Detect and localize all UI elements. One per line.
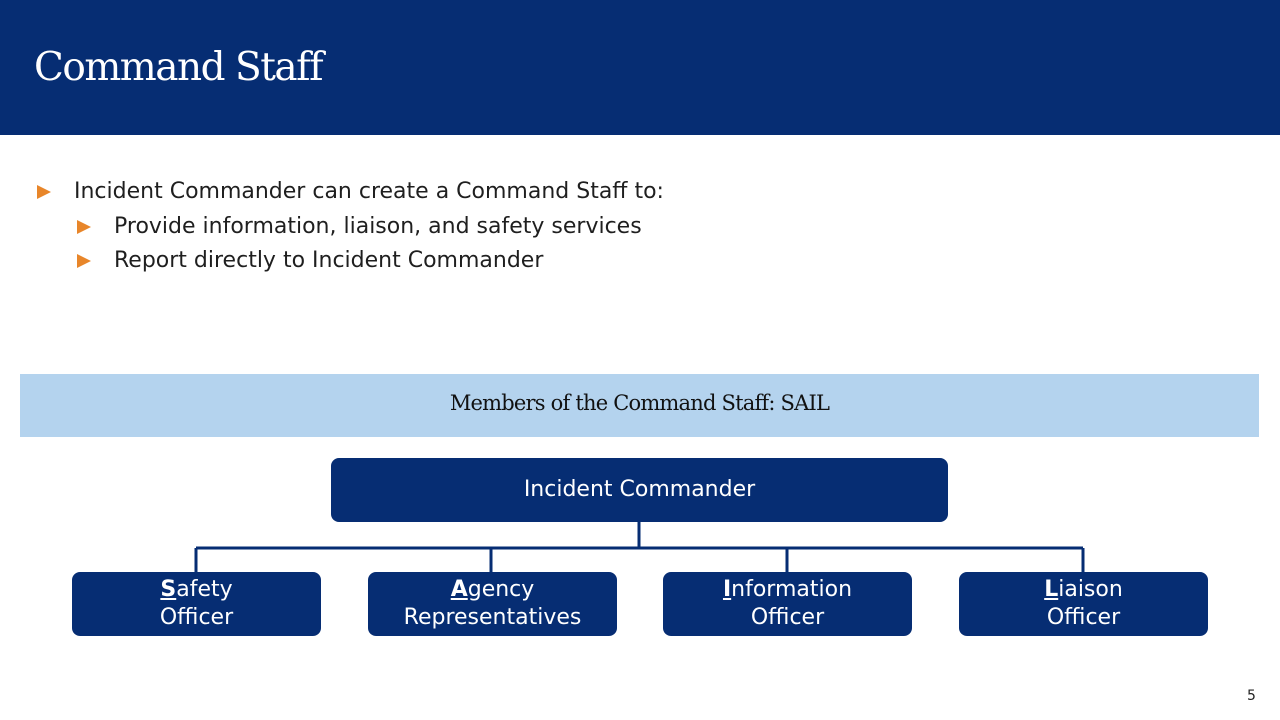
page-number: 5 xyxy=(1247,688,1256,704)
members-banner xyxy=(20,374,1259,437)
liaison-line2: Officer xyxy=(1046,605,1121,630)
bullet-main-text: Incident Commander can create a Command Staff to: xyxy=(74,179,664,204)
members-banner-text: Members of the Command Staff: SAIL xyxy=(449,391,830,415)
bullet-sub-1 xyxy=(114,211,642,243)
safety-initial: S xyxy=(160,577,177,602)
bullet-sub-2 xyxy=(114,245,543,277)
safety-officer-box xyxy=(72,572,321,636)
liaison-officer-box xyxy=(959,572,1208,636)
bullet-main xyxy=(74,176,664,208)
information-initial: I xyxy=(722,577,732,602)
bullet-arrow-icon xyxy=(77,254,91,268)
agency-representatives-box xyxy=(368,572,617,636)
slide-title: Command Staff xyxy=(34,45,323,90)
title-bar xyxy=(0,0,1280,135)
safety-line2: Officer xyxy=(159,605,234,630)
agency-initial: A xyxy=(450,577,468,602)
safety-line1: afety xyxy=(176,577,233,602)
agency-line1: gency xyxy=(467,577,535,602)
information-line2: Officer xyxy=(750,605,825,630)
incident-commander-label: Incident Commander xyxy=(523,477,756,502)
liaison-line1: iaison xyxy=(1058,577,1123,602)
information-officer-box xyxy=(663,572,912,636)
incident-commander-box xyxy=(331,458,948,522)
bullet-arrow-icon xyxy=(77,220,91,234)
liaison-initial: L xyxy=(1044,577,1059,602)
bullet-arrow-icon xyxy=(37,185,51,199)
bullet-sub-2-text: Report directly to Incident Commander xyxy=(114,248,544,273)
bullet-sub-1-text: Provide information, liaison, and safety services xyxy=(114,214,642,239)
information-line1: nformation xyxy=(731,577,853,602)
agency-line2: Representatives xyxy=(403,605,582,630)
